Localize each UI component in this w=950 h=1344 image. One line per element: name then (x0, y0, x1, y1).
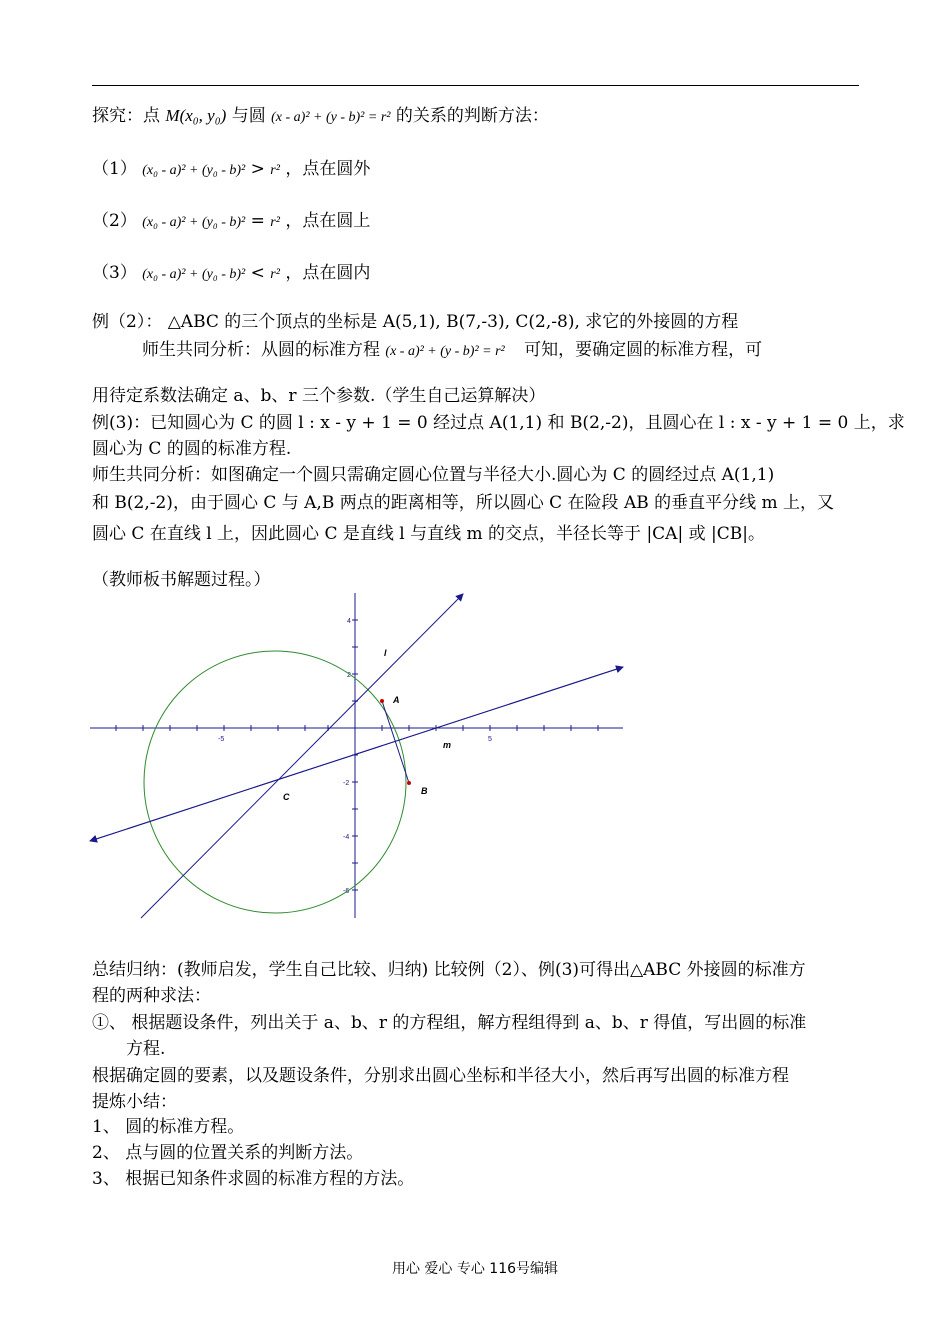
y-tick-neg4: -4 (343, 834, 350, 841)
explore-suffix: 的关系的判断方法： (395, 106, 549, 126)
explore-prefix: 探究：点 (92, 106, 160, 126)
y-tick-4: 4 (347, 618, 351, 625)
case-rhs: r² (270, 163, 280, 178)
example2-line2b: 可知，要确定圆的标准方程，可 (524, 340, 763, 360)
case-tail: ，点在圆上 (285, 211, 371, 231)
case-expr: (x₀ - a)² + (y₀ - b)² (142, 163, 246, 178)
case-rhs: r² (270, 267, 280, 282)
line-m-start-arrow (90, 667, 623, 841)
summary-item1a: ①、 根据题设条件，列出关于 a、b、r 的方程组，解方程组得到 a、b、r 得值，写出圆的标准 (92, 1013, 807, 1033)
case-rel: = (250, 211, 265, 231)
example2-line1: 例（2）： △ABC 的三个顶点的坐标是 A(5,1), B(7,-3), C(2,-8), 求它的外接圆的方程 (92, 312, 739, 332)
point-b (407, 781, 411, 785)
point-a (380, 699, 384, 703)
label-m: m (443, 740, 452, 750)
case-3 (92, 261, 370, 287)
page-footer: 用心 爱心 专心 116号编辑 (391, 1261, 559, 1277)
example2-line3: 用待定系数法确定 a、b、r 三个参数.（学生自己运算解决） (92, 386, 546, 406)
header-rule (92, 85, 859, 86)
case-expr: (x₀ - a)² + (y₀ - b)² (142, 215, 246, 230)
example2-eq: (x - a)² + (y - b)² = r² (385, 344, 505, 359)
x-tick-neg5: -5 (218, 736, 225, 743)
explore-mid: 与圆 (231, 106, 266, 126)
case-num: （1） (92, 159, 137, 179)
summary-line2: 程的两种求法： (92, 986, 211, 1006)
axis-ticks (116, 620, 598, 890)
x-tick-5: 5 (488, 736, 492, 743)
summary-line4: 提炼小结： (92, 1092, 177, 1112)
example3-line3: 师生共同分析：如图确定一个圆只需确定圆心位置与半径大小.圆心为 C 的圆经过点 A(1,1) (92, 465, 775, 485)
explore-circle-eq: (x - a)² + (y - b)² = r² (271, 110, 391, 125)
case-2 (92, 209, 370, 235)
case-tail: ，点在圆内 (285, 263, 371, 283)
label-l: l (384, 648, 387, 658)
summary-point-1: 1、 圆的标准方程。 (92, 1117, 245, 1137)
case-rel: < (250, 263, 265, 283)
case-tail: ，点在圆外 (285, 159, 371, 179)
case-num: （2） (92, 211, 137, 231)
summary-point-3: 3、 根据已知条件求圆的标准方程的方法。 (92, 1169, 415, 1189)
line-l (141, 594, 463, 918)
example3-line5: 圆心 C 在直线 l 上，因此圆心 C 是直线 l 与直线 m 的交点，半径长等于 |CA| 或 |CB|。 (92, 524, 765, 544)
example2-line2 (92, 338, 762, 364)
label-a: A (393, 695, 400, 705)
label-b: B (421, 786, 428, 796)
y-tick-2: 2 (347, 672, 351, 679)
summary-line3: 根据确定圆的要素，以及题设条件，分别求出圆心坐标和半径大小，然后再写出圆的标准方程 (92, 1066, 789, 1086)
case-rhs: r² (270, 215, 280, 230)
summary-line1: 总结归纳：(教师启发，学生自己比较、归纳) 比较例（2）、例(3)可得出△ABC 外接圆的标准方 (92, 960, 806, 980)
example2-line2a: 师生共同分析：从圆的标准方程 (142, 340, 380, 360)
case-num: （3） (92, 263, 137, 283)
summary-item1b: 方程. (126, 1039, 166, 1059)
segment-ab (382, 701, 409, 783)
example3-line4: 和 B(2,-2)，由于圆心 C 与 A,B 两点的距离相等，所以圆心 C 在险段 AB 的垂直平分线 m 上，又 (92, 493, 835, 513)
case-rel: > (250, 159, 265, 179)
y-tick-neg2: -2 (343, 780, 350, 787)
geometry-figure (85, 588, 630, 923)
label-c: C (283, 792, 290, 802)
summary-point-2: 2、 点与圆的位置关系的判断方法。 (92, 1143, 364, 1163)
y-tick-neg6: -6 (343, 888, 350, 895)
example3-board: （教师板书解题过程。） (92, 570, 271, 590)
explore-line (92, 104, 549, 130)
example3-line1: 例(3)：已知圆心为 C 的圆 l : x - y + 1 = 0 经过点 A(1,1) 和 B(2,-2)，且圆心在 l : x - y + 1 = 0 上，求 (92, 413, 905, 433)
case-expr: (x₀ - a)² + (y₀ - b)² (142, 267, 246, 282)
explore-point: M(x₀, y₀) (165, 106, 227, 125)
example3-line2: 圆心为 C 的圆的标准方程. (92, 439, 292, 459)
case-1 (92, 157, 370, 183)
